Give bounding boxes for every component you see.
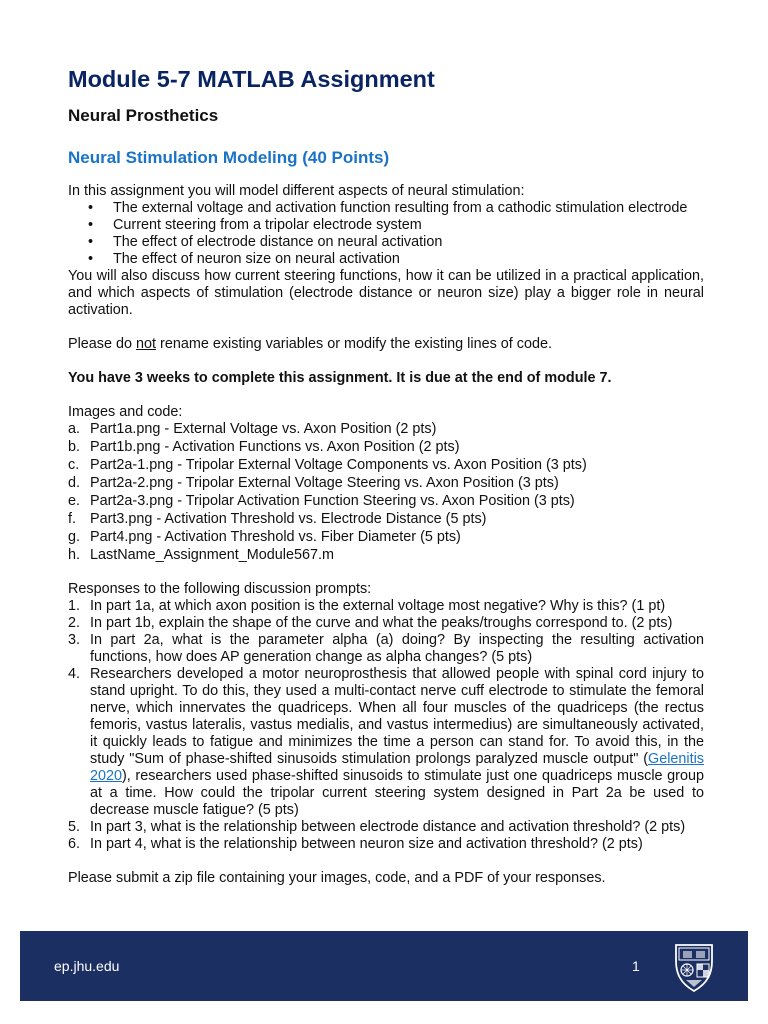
list-item bbox=[68, 421, 704, 438]
rename-note-before: Please do bbox=[68, 336, 137, 352]
list-marker: 2. bbox=[68, 615, 81, 631]
list-marker: 6. bbox=[68, 836, 81, 852]
list-item bbox=[68, 493, 704, 510]
document-body bbox=[68, 64, 704, 887]
list-item-text: Part3.png - Activation Threshold vs. Electrode Distance (5 pts) bbox=[90, 511, 487, 527]
page-number: 1 bbox=[632, 958, 640, 974]
list-item-text: Part1a.png - External Voltage vs. Axon Position (2 pts) bbox=[90, 421, 437, 437]
university-shield-icon bbox=[672, 939, 716, 993]
list-item bbox=[68, 511, 704, 528]
list-item bbox=[68, 666, 704, 819]
list-item bbox=[68, 615, 704, 632]
list-marker: f. bbox=[68, 511, 76, 527]
list-marker: d. bbox=[68, 475, 81, 491]
list-item-text: In part 3, what is the relationship between electrode distance and activation threshold? (2 pts) bbox=[90, 819, 686, 835]
list-item-text: Part2a-2.png - Tripolar External Voltage Steering vs. Axon Position (3 pts) bbox=[90, 475, 559, 491]
list-item bbox=[68, 529, 704, 546]
intro-paragraph: In this assignment you will model different aspects of neural stimulation: bbox=[68, 183, 525, 199]
list-item bbox=[68, 475, 704, 492]
list-item bbox=[68, 836, 704, 853]
responses-heading: Responses to the following discussion prompts: bbox=[68, 581, 372, 597]
rename-note bbox=[68, 336, 704, 353]
list-item-text-before: Researchers developed a motor neuroprosthesis that allowed people with spinal cord injury to stand upright. To do this, they used a multi-contact nerve cuff electrode to stimulate the femoral nerve, which innervates the quadriceps. When all four muscles of the quadriceps (the rectus femoris, vastus lateralis, vastus medialis, and vastus intermedius) are simultaneously activated, it quickly leads to fatigue and minimizes the time a person can stand for. To avoid this, in the study "Sum of phase-shifted sinusoids stimulation prolongs paralyzed muscle output" ( bbox=[90, 666, 704, 767]
rename-note-emphasis: not bbox=[136, 336, 157, 352]
list-item-text: In part 4, what is the relationship between neuron size and activation threshold? (2 pts) bbox=[90, 836, 643, 852]
list-item-text: Part4.png - Activation Threshold vs. Fiber Diameter (5 pts) bbox=[90, 529, 461, 545]
list-item-text: Part2a-3.png - Tripolar Activation Function Steering vs. Axon Position (3 pts) bbox=[90, 493, 575, 509]
page-title: Module 5-7 MATLAB Assignment bbox=[68, 66, 435, 92]
aspect-list bbox=[68, 200, 704, 268]
list-item: • Current steering from a tripolar electrode system bbox=[68, 217, 704, 234]
list-item bbox=[68, 457, 704, 474]
list-item: • The effect of neuron size on neural activation bbox=[68, 251, 704, 268]
list-item bbox=[68, 819, 704, 836]
list-item-text: In part 2a, what is the parameter alpha (a) doing? By inspecting the resulting activation functions, how does AP generation change as alpha changes? (5 pts) bbox=[90, 632, 704, 665]
list-marker: 3. bbox=[68, 632, 81, 648]
list-item-text-after: ), researchers used phase-shifted sinusoids to stimulate just one quadriceps muscle group at a time. How could the tripolar current steering system designed in Part 2a be used to decrease muscle fatigue? (5 pts) bbox=[90, 768, 704, 818]
footer-url: ep.jhu.edu bbox=[54, 958, 120, 974]
list-marker: c. bbox=[68, 457, 80, 473]
section-heading: Neural Stimulation Modeling (40 Points) bbox=[68, 148, 390, 167]
list-marker: h. bbox=[68, 547, 81, 563]
list-marker: e. bbox=[68, 493, 81, 509]
list-item-text: LastName_Assignment_Module567.m bbox=[90, 547, 334, 563]
list-item-text: In part 1a, at which axon position is the external voltage most negative? Why is this? (1 pt) bbox=[90, 598, 666, 614]
list-item-text: In part 1b, explain the shape of the curve and what the peaks/troughs correspond to. (2 pts) bbox=[90, 615, 673, 631]
deliverables-list bbox=[68, 421, 704, 564]
list-item bbox=[68, 547, 704, 564]
list-item: • The effect of electrode distance on neural activation bbox=[68, 234, 704, 251]
submit-note: Please submit a zip file containing your images, code, and a PDF of your responses. bbox=[68, 870, 606, 886]
list-item bbox=[68, 632, 704, 666]
footer-band bbox=[20, 931, 748, 1001]
list-marker: 1. bbox=[68, 598, 81, 614]
list-item-text: Part1b.png - Activation Functions vs. Axon Position (2 pts) bbox=[90, 439, 460, 455]
prompts-list bbox=[68, 598, 704, 853]
deliverables-heading: Images and code: bbox=[68, 404, 183, 420]
list-item bbox=[68, 439, 704, 456]
list-item-text: Part2a-1.png - Tripolar External Voltage Components vs. Axon Position (3 pts) bbox=[90, 457, 587, 473]
list-marker: 5. bbox=[68, 819, 81, 835]
list-marker: b. bbox=[68, 439, 81, 455]
discussion-paragraph: You will also discuss how current steering functions, how it can be utilized in a practical application, and which aspects of stimulation (electrode distance or neuron size) play a bigger role in neural activation. bbox=[68, 268, 704, 318]
due-notice: You have 3 weeks to complete this assignment. It is due at the end of module 7. bbox=[68, 370, 612, 386]
rename-note-after: rename existing variables or modify the existing lines of code. bbox=[156, 336, 552, 352]
page-subtitle: Neural Prosthetics bbox=[68, 106, 219, 125]
list-item: • The external voltage and activation function resulting from a cathodic stimulation electrode bbox=[68, 200, 704, 217]
list-item bbox=[68, 598, 704, 615]
list-marker: g. bbox=[68, 529, 81, 545]
list-marker: a. bbox=[68, 421, 81, 437]
citation-link[interactable]: Gelenitis 2020 bbox=[90, 751, 704, 784]
list-marker: 4. bbox=[68, 666, 81, 682]
